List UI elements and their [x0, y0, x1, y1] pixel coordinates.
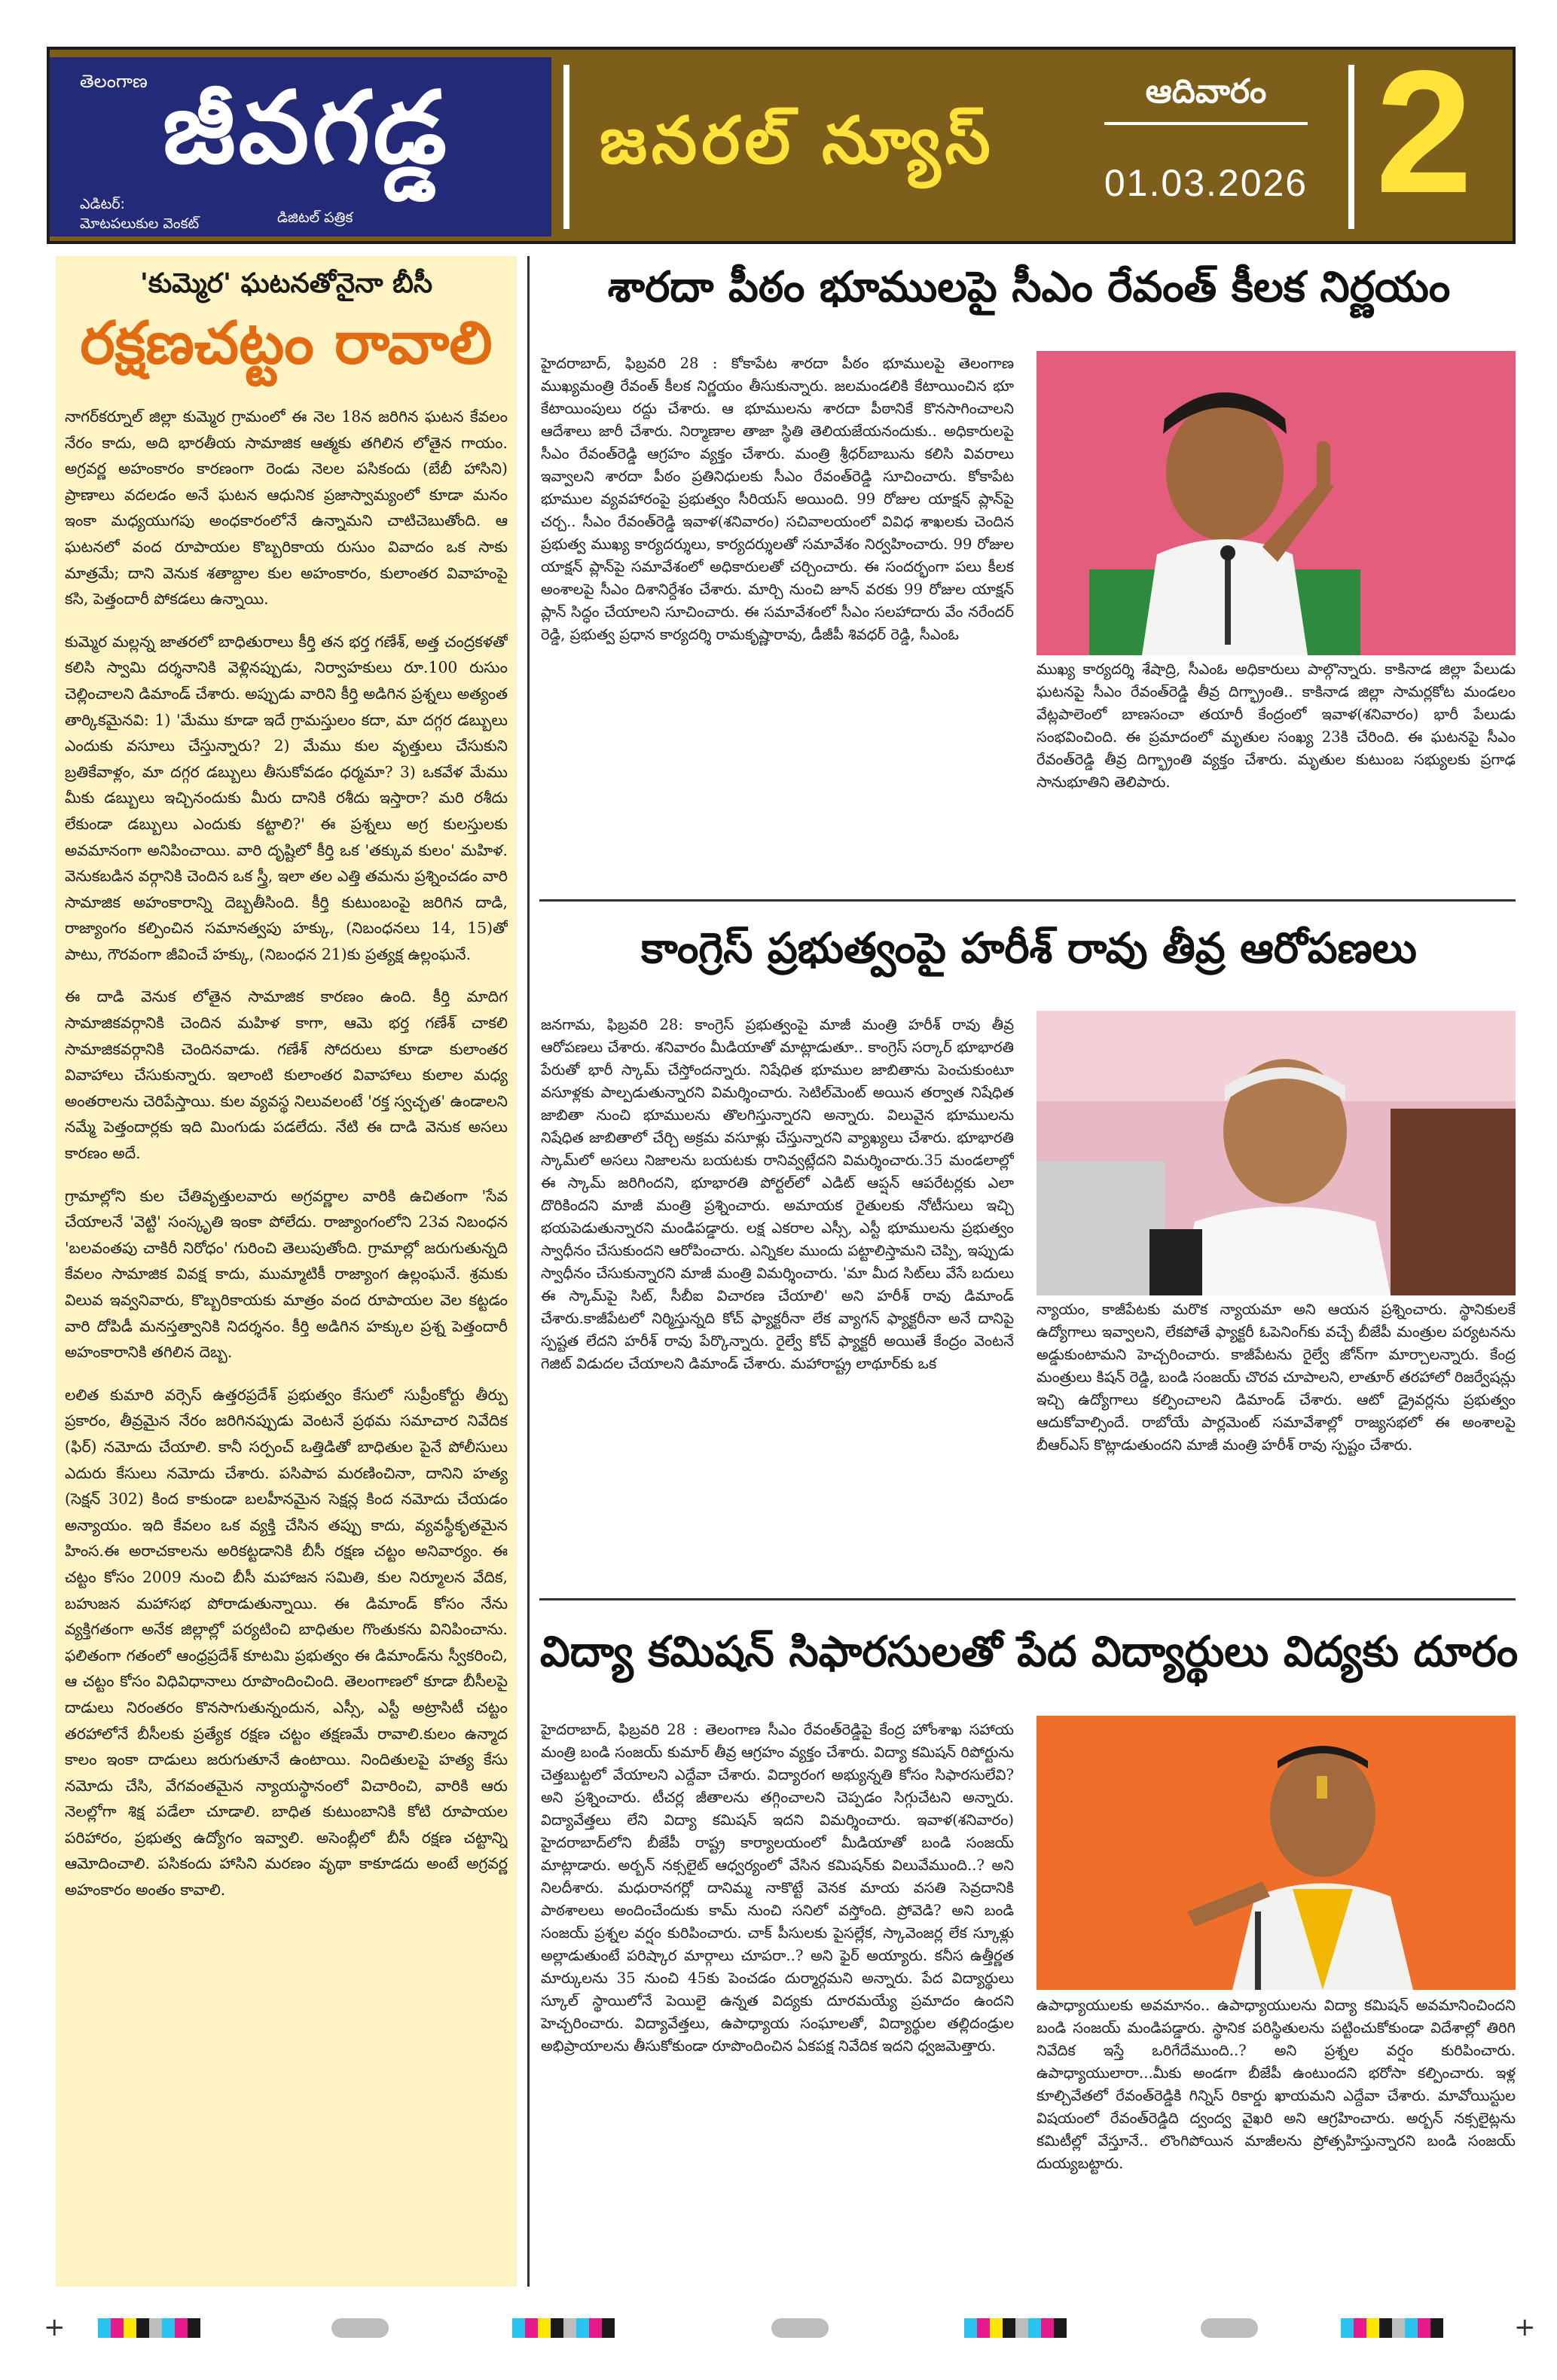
paper-logo — [50, 57, 551, 236]
editor-label: ఎడిటర్: — [80, 196, 125, 212]
color-bar — [1341, 2318, 1443, 2338]
story2-photo — [1036, 1011, 1516, 1295]
page-number: 2 — [1375, 35, 1473, 230]
issue-day: ఆదివారం — [1104, 72, 1308, 125]
registration-cross-icon: + — [44, 2312, 66, 2342]
story2-caption: న్యాయం, కాజీపేటకు మరొక న్యాయమా అని ఆయన ప్రశ్నించారు. స్థానికులకే ఉద్యోగాలు ఇవ్వాలని, లేకపోతే ఫ్యాక్టరీ ఓపెనింగ్‌కు వచ్చే బీజేపీ మంత్రుల పర్యటనను అడ్డుకుంటామని హెచ్చరించారు. కాజీపేటను రైల్వే జోన్‌గా మార్చాలన్నారు. కేంద్ర మంత్రులు కిషన్ రెడ్డి, బండి సంజయ్ చొరవ చూపాలని, లాతూర్ తరహాలో రిజర్వేషన్లు ఇచ్చి ఉద్యోగాలు కల్పించాలని డిమాండ్ చేశారు. ఆటో డ్రైవర్లను ప్రభుత్వం ఆదుకోవాల్సిందే. రాబోయే పార్లమెంట్ సమావేశాల్లో రాజ్యసభలో ఈ అంశాలపై బీఆర్ఎస్ కొట్లాడుతుందని మాజీ మంత్రి హరీశ్ రావు స్పష్టం చేశారు. — [1036, 1301, 1516, 1454]
story1-photo — [1036, 351, 1516, 655]
color-bar — [964, 2318, 1067, 2338]
registration-oval — [771, 2318, 829, 2338]
editorial-paragraph: కుమ్మెర మల్లన్న జాతరలో బాధితురాలు కీర్తి తన భర్త గణేశ్, అత్త చంద్రకళతో కలిసి స్వామి దర్శనానికి వెళ్లినప్పుడు, నిర్వాహకులు రూ.100 రుసుం చెల్లించాలని డిమాండ్ చేశారు. అప్పుడు వారిని కీర్తి అడిగిన ప్రశ్నలు అత్యంత తార్కికమైనవి: 1) 'మేము కూడా ఇదే గ్రామస్తులం కదా, మా దగ్గర డబ్బులు ఎందుకు వసూలు చేస్తున్నారు? 2) మేము కుల వృత్తులు చేసుకుని బ్రతికేవాళ్లం, మా దగ్గర డబ్బులు తీసుకోవడం ధర్మమా? 3) ఒకవేళ మేము మీకు డబ్బులు ఇచ్చినందుకు మీరు దానికి రశీదు ఇస్తారా? మరి రశీదు లేకుండా డబ్బులు ఎందుకు కట్టాలి?' ఈ ప్రశ్నలు అగ్ర కులస్తులకు అవమానంగా అనిపించాయి. వారి దృష్టిలో కీర్తి ఒక 'తక్కువ కులం' మహిళ. వెనుకబడిన వర్గానికి చెందిన ఒక స్త్రీ, ఇలా తల ఎత్తి తమను ప్రశ్నించడం వారి సామాజిక అహంకారాన్ని దెబ్బతీసింది. కీర్తి కుటుంబంపై జరిగిన దాడి, రాజ్యాంగం కల్పించిన సమానత్వపు హక్కు, (నిబంధనలు 14, 15)తో పాటు, గౌరవంగా జీవించే హక్కు, (నిబంధన 21)కు ప్రత్యక్ష ఉల్లంఘనే. — [65, 632, 508, 963]
story3-photo — [1036, 1716, 1516, 1990]
story2-headline: కాంగ్రెస్ ప్రభుత్వంపై హరీశ్ రావు తీవ్ర ఆరోపణలు — [641, 923, 1417, 973]
digital-label: డిజిటల్ పత్రిక — [277, 209, 353, 226]
story1-caption: ముఖ్య కార్యదర్శి శేషాద్రి, సీఎంఓ అధికారులు పాల్గొన్నారు. కాకినాడ జిల్లా పేలుడు ఘటనపై సీఎం రేవంత్‌రెడ్డి తీవ్ర దిగ్భ్రాంతి.. కాకినాడ జిల్లా సామర్లకోట మండలం వేట్లపాలెంలో బాణసంచా తయారీ కేంద్రంలో ఇవాళ(శనివారం) భారీ పేలుడు సంభవించింది. ఈ ప్రమాదంలో మృతుల సంఖ్య 23కి చేరింది. ఈ ఘటనపై సీఎం రేవంత్‌రెడ్డి తీవ్ర దిగ్భ్రాంతి వ్యక్తం చేశారు. మృతుల కుటుంబ సభ్యులకు ప్రగాఢ సానుభూతిని తెలిపారు. — [1036, 661, 1516, 791]
story2-body: జనగామ, ఫిబ్రవరి 28: కాంగ్రెస్ ప్రభుత్వంపై మాజీ మంత్రి హరీశ్ రావు తీవ్ర ఆరోపణలు చేశారు. శనివారం మీడియాతో మాట్లాడుతూ.. కాంగ్రెస్ సర్కార్ భూభారతి పేరుతో భారీ స్కామ్ చేస్తోందన్నారు. నిషేధిత భూముల జాబితాను పెంచుకుంటూ వసూళ్లకు పాల్పడుతున్నారని విమర్శించారు. సెటిల్‌మెంట్ అయిన తర్వాత నిషేధిత జాబితా నుంచి భూములను తొలగిస్తున్నారని అన్నారు. విలువైన భూములను నిషేధిత జాబితాలో చేర్చి అక్రమ వసూళ్లు చేస్తున్నారని వ్యాఖ్యలు చేశారు. భూభారతి స్కామ్‌లో అసలు నిజాలను బయటకు రానివ్వట్లేదని విమర్శించారు.35 మండలాల్లో ఈ స్కామ్ జరిగిందని, భూభారతి పోర్టల్‌లో ఎడిట్ ఆప్షన్ ఆపరేటర్లకు ఎలా దొరికిందని మాజీ మంత్రి ప్రశ్నించారు. అమాయక రైతులకు నోటీసులు ఇచ్చి భయపెడుతున్నారని మండిపడ్డారు. లక్ష ఎకరాల ఎస్సీ, ఎస్టీ భూములను ప్రభుత్వం స్వాధీనం చేసుకుందని ఆరోపించారు. ఎన్నికల ముందు పట్టాలిస్తామని చెప్పి, ఇప్పుడు స్వాధీనం చేసుకున్నారని మాజీ మంత్రి విమర్శించారు. 'మా మీద సిట్‌లు వేసే బదులు ఈ స్కామ్‌పై సిట్, సీబీఐ విచారణ చేయాలి' అని హరీశ్ రావు డిమాండ్ చేశారు.కాజీపేటలో నిర్మిస్తున్నది కోచ్ ఫ్యాక్టరీనా లేక వ్యాగన్ ఫ్యాక్టరీనా అనే దానిపై స్పష్టత లేదని హరీశ్ రావు పేర్కొన్నారు. రైల్వే కోచ్ ఫ్యాక్టరీ అయితే కేంద్రం వెంటనే గెజిట్ విడుదల చేయాలని డిమాండ్ చేశారు. మహారాష్ట్ర లాథూర్‌కు ఒక — [541, 1016, 1014, 1372]
masthead — [47, 35, 1516, 244]
editor-credit — [80, 194, 199, 233]
print-registration-marks — [0, 2305, 1557, 2380]
masthead-divider — [1348, 65, 1354, 229]
masthead-divider — [563, 65, 569, 229]
column-divider — [527, 256, 530, 2287]
editorial-paragraph: గ్రామాల్లోని కుల చేతివృత్తులవారు అగ్రవర్ణాల వారికి ఉచితంగా 'సేవ చేయాలనే 'వెట్టి' సంస్కృతి ఇంకా పోలేదు. రాజ్యాంగంలోని 23వ నిబంధన 'బలవంతపు చాకిరీ నిరోధం' గురించి తెలుపుతోంది. గ్రామాల్లో జరుగుతున్నది కేవలం సామాజిక వివక్ష కాదు, ముమ్మాటికీ రాజ్యాంగ ఉల్లంఘనే. శ్రమకు విలువ ఇవ్వనివారు, కొబ్బరికాయకు మాత్రం వంద రూపాయల వెల కట్టడం వారి దోపిడీ మనస్తత్వానికి నిదర్శనం. కీర్తి అడిగిన హక్కుల ప్రశ్న పెత్తందారీ అహంకారానికి తగిలిన దెబ్బ. — [65, 1186, 508, 1362]
registration-cross-icon: + — [1514, 2312, 1536, 2342]
story3-headline: విద్యా కమిషన్ సిఫారసులతో పేద విద్యార్థులు విద్యకు దూరం — [539, 1627, 1519, 1677]
editorial-title: రక్షణచట్టం రావాలి — [80, 309, 493, 377]
color-bar — [512, 2318, 615, 2338]
editorial-kicker: 'కుమ్మెర' ఘటనతోనైనా బీసీ — [139, 268, 433, 299]
story-divider — [539, 1598, 1516, 1600]
editor-name: మోటపలుకుల వెంకట్ — [80, 215, 200, 232]
registration-oval — [331, 2318, 389, 2338]
editorial-column — [56, 256, 517, 2287]
story3-caption: ఉపాధ్యాయులకు అవమానం.. ఉపాధ్యాయులను విద్యా కమిషన్ అవమానించిందని బండి సంజయ్ మండిపడ్డారు. స్థానిక పరిస్థితులను పట్టించుకోకుండా విదేశాల్లో తిరిగి నివేదిక ఇస్తే ఒరిగేదేముంది..? అని ప్రశ్నల వర్షం కురిపించారు. ఉపాధ్యాయులారా...మీకు అండగా బీజేపీ ఉంటుందని భరోసా కల్పించారు. ఇళ్ల కూల్చివేతలో రేవంత్‌రెడ్డికి గిన్నిస్ రికార్డు ఖాయమని ఎద్దేవా చేశారు. మావోయిస్టుల విషయంలో రేవంత్‌రెడ్డిది ద్వంద్వ వైఖరి అని ఆగ్రహించారు. అర్బన్ నక్సలైట్లను కమిటీల్లో వేస్తూనే.. లొంగిపోయిన మాజీలను ప్రోత్సహిస్తున్నారని బండి సంజయ్ దుయ్యబట్టారు. — [1036, 1997, 1516, 2172]
issue-date: 01.03.2026 — [1104, 162, 1308, 204]
story1-headline: శారదా పీఠం భూములపై సీఎం రేవంత్ కీలక నిర్ణయం — [607, 262, 1451, 312]
story-divider — [539, 899, 1516, 902]
editorial-paragraph: ఈ దాడి వెనుక లోతైన సామాజిక కారణం ఉంది. కీర్తి మాదిగ సామాజికవర్గానికి చెందిన మహిళ కాగా, ఆమె భర్త గణేశ్ చాకలి సామాజికవర్గానికి చెందినవాడు. గణేశ్ సోదరులు కూడా కులాంతర వివాహాలు చేసుకున్నారు. ఇలాంటి కులాంతర వివాహాలు కులాల మధ్య అంతరాలను చెరిపేస్తాయి. కుల వ్యవస్థ నిలువలంటే 'రక్త స్వచ్ఛత' ఉండాలని నమ్మే పెత్తందార్లకు ఇది మింగుడు పడలేదు. నేటి ఈ దాడి వెనుక అసలు కారణం అదే. — [65, 987, 508, 1163]
story1-body: హైదరాబాద్, ఫిబ్రవరి 28 : కోకాపేట శారదా పీఠం భూములపై తెలంగాణ ముఖ్యమంత్రి రేవంత్ కీలక నిర్ణయం తీసుకున్నారు. జలమండలికి కేటాయించిన భూ కేటాయింపులు రద్దు చేశారు. ఆ భూములను శారదా పీఠానికే కొనసాగించాలని ఆదేశాలు జారీ చేశారు. నిర్మాణాల తాజా స్థితి తెలియజేయనందుకు.. అధికారులపై సీఎం రేవంత్‌రెడ్డి ఆగ్రహం వ్యక్తం చేశారు. మంత్రి శ్రీధర్‌బాబును కలిసి వివరాలు ఇవ్వాలని శారదా పీఠం ప్రతినిధులకు సీఎం రేవంత్‌రెడ్డి సూచించారు. కోకాపేట భూముల వ్యవహారంపై ప్రభుత్వం సీరియస్ అయింది. 99 రోజుల యాక్షన్ ప్లాన్‌పై చర్చ.. సీఎం రేవంత్‌రెడ్డి ఇవాళ(శనివారం) సచివాలయంలో వివిధ శాఖలకు చెందిన ప్రభుత్వ ముఖ్య కార్యదర్శులు, కార్యదర్శులతో సమావేశం నిర్వహించారు. 99 రోజుల యాక్షన్ ప్లాన్‌పై సమావేశంలో అధికారులతో చర్చించారు. ఈ సందర్భంగా పలు కీలక అంశాలపై సీఎం దిశానిర్దేశం చేశారు. మార్చి నుంచి జూన్ వరకు 99 రోజుల యాక్షన్ ప్లాన్ సిద్ధం చేయాలని సూచించారు. ఈ సమావేశంలో సీఎం సలహాదారు వేం నరేందర్ రెడ్డి, ప్రభుత్వ ప్రధాన కార్యదర్శి రామకృష్ణారావు, డీజీపీ శివధర్ రెడ్డి, సీఎంఓ — [541, 355, 1014, 643]
story3-body: హైదరాబాద్, ఫిబ్రవరి 28 : తెలంగాణ సీఎం రేవంత్‌రెడ్డిపై కేంద్ర హోంశాఖ సహాయ మంత్రి బండి సంజయ్ కుమార్ తీవ్ర ఆగ్రహం వ్యక్తం చేశారు. విద్యా కమిషన్ రిపోర్టును చెత్తబుట్టలో వేయాలని ఎద్దేవా చేశారు. విద్యారంగ అభ్యున్నతి కోసం సిఫారసులేవి? అని ప్రశ్నించారు. టీచర్ల జీతాలను తగ్గించాలని చెప్పడం సిగ్గుచేటని అన్నారు. విద్యావేత్తలు లేని విద్యా కమిషన్ ఇదని విమర్శించారు. ఇవాళ(శనివారం) హైదరాబాద్‌లోని బీజేపీ రాష్ట్ర కార్యాలయంలో మీడియాతో బండి సంజయ్ మాట్లాడారు. అర్బన్ నక్సలైట్ ఆధ్వర్యంలో వేసిన కమిషన్‌కు విలువేముంది..? అని నిలదీశారు. మధురానగర్లో దానిమ్మ నాకొట్టే వెనక మాయ వసతి సెవ్రదానికి పాఠశాలలు అందించేందుకు కామ్ నుంచి సనిలో వస్తోంది. ప్రోవెడి? అని బండి సంజయ్ ప్రశ్నల వర్షం కురిపించారు. చాక్ పీసులకు పైసల్లేక, స్కావెంజర్ల లేక స్కూళ్లు అల్లాడుతుంటే పరిష్కార మార్గాలు చూపరా..? అని ఫైర్ అయ్యారు. కనీస ఉత్తీర్ణత మార్కులను 35 నుంచి 45కు పెంచడం దుర్మార్గమని అన్నారు. పేద విద్యార్థులు స్కూల్ స్థాయిలోనే పెయిలై ఉన్నత విద్యకు దూరమయ్యే ప్రమాదం ఉందని హెచ్చరించారు. విద్యావేత్తలు, ఉపాధ్యాయ సంఘాలతో, విద్యార్థుల తల్లిదండ్రుల అభిప్రాయాలను తీసుకోకుండా రూపొందించిన ఏకపక్ష నివేదిక ఇదని ధ్వజమెత్తారు. — [541, 1721, 1014, 2055]
color-bar — [98, 2318, 200, 2338]
registration-oval — [1201, 2318, 1258, 2338]
editorial-paragraph: లలిత కుమారి వర్సెస్ ఉత్తరప్రదేశ్ ప్రభుత్వం కేసులో సుప్రీంకోర్టు తీర్పు ప్రకారం, తీవ్రమైన నేరం జరిగినప్పుడు వెంటనే ప్రథమ సమాచార నివేదిక (ఫిర్) నమోదు చేయాలి. కానీ సర్పంచ్ ఒత్తిడితో బాధితుల పైనే పోలీసులు ఎదురు కేసులు నమోదు చేశారు. పసిపాప మరణించినా, దానిని హత్య (సెక్షన్ 302) కింద కాకుండా బలహీనమైన సెక్షన్ల కింద నమోదు చేయడం అన్యాయం. ఇది కేవలం ఒక వ్యక్తి చేసిన తప్పు కాదు, వ్యవస్థీకృతమైన హింస.ఈ అరాచకాలను అరికట్టడానికి బీసీ రక్షణ చట్టం అనివార్యం. ఈ చట్టం కోసం 2009 నుంచి బీసీ మహాజన సమితి, కుల నిర్మూలన వేదిక, బహుజన మహాసభ పోరాడుతున్నాయి. ఈ డిమాండ్ కోసం నేను వ్యక్తిగతంగా అనేక జిల్లాల్లో పర్యటించి బాధితుల గొంతుకను వినిపించాను. ఫలితంగా గతంలో ఆంధ్రప్రదేశ్ కూటమి ప్రభుత్వం ఈ డిమాండ్‌ను స్వీకరించి, ఆ చట్టం కోసం విధివిధానాలు రూపొందించింది. తెలంగాణలో కూడా బీసీలపై దాడులు నిరంతరం కొనసాగుతున్నందున, ఎస్సీ, ఎస్టీ అట్రాసిటీ చట్టం తరహాలోనే బీసీలకు ప్రత్యేక రక్షణ చట్టం తక్షణమే రావాలి.కులం ఉన్మాద కాలం ఇంకా దాడులు జరుగుతూనే ఉంటాయి. నిందితులపై హత్య కేసు నమోదు చేసి, వేగవంతమైన న్యాయస్థానంలో విచారించి, వారికి ఆరు నెలల్లోగా శిక్ష పడేలా చూడాలి. బాధిత కుటుంబానికి కోటి రూపాయల పరిహారం, ప్రభుత్వ ఉద్యోగం ఇవ్వాలి. అసెంబ్లీలో బీసీ రక్షణ చట్టాన్ని ఆమోదించాలి. పసికందు హాసిని మరణం వృథా కాకూడదు అంటే అగ్రవర్ణ అహంకారం అంతం కావాలి. — [65, 1385, 508, 1899]
editorial-body — [65, 404, 508, 2275]
section-title: జనరల్ న్యూస్ — [600, 102, 995, 178]
paper-name: జీవగడ్డ — [163, 69, 450, 186]
editorial-paragraph: నాగర్‌కర్నూల్ జిల్లా కుమ్మెర గ్రామంలో ఈ నెల 18న జరిగిన ఘటన కేవలం నేరం కాదు, అది భారతీయ సామాజిక ఆత్మకు తగిలిన లోతైన గాయం. అగ్రవర్ణ అహంకారం కారణంగా రెండు నెలల పసికందు (బేబీ హాసిని) ప్రాణాలు వదలడం అనే ఘటన ఆధునిక ప్రజాస్వామ్యంలో కూడా మనం ఇంకా మధ్యయుగపు అంధకారంలోనే ఉన్నామని చాటిచెబుతోంది. ఆ ఘటనలో వంద రూపాయల కొబ్బరికాయ రుసుం వివాదం ఒక సాకు మాత్రమే; దాని వెనుక శతాబ్దాల కుల అహంకారం, కులాంతర వివాహంపై కసి, పెత్తందారీ పోకడలు ఉన్నాయి. — [65, 407, 508, 609]
logo-state-label: తెలంగాణ — [80, 71, 148, 92]
